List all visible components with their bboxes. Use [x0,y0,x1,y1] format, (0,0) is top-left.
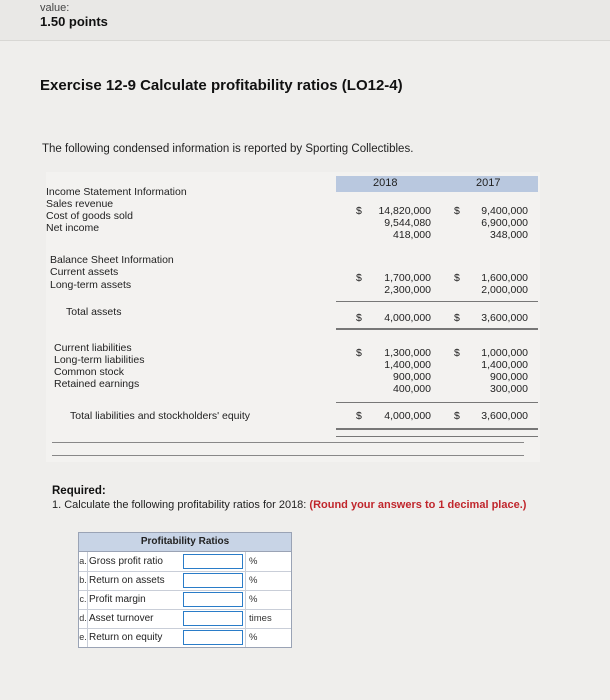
dollar-sign: $ [356,347,362,359]
rounding-note: (Round your answers to 1 decimal place.) [309,499,527,511]
ratio-row-return-on-assets [79,571,291,591]
total-liabilities-equity-2018: 4,000,000 [384,410,431,422]
ratio-row-profit-margin [79,590,291,610]
year-header-bar [336,176,538,192]
cogs-2017: 6,900,000 [481,217,528,229]
ratios-header: Profitability Ratios [79,533,291,552]
intro-text: The following condensed information is reported by Sporting Collectibles. [42,143,414,155]
row-letter: b. [79,571,88,590]
dollar-sign: $ [454,312,460,324]
sales-2018: 14,820,000 [378,205,431,217]
value-label: value: [40,2,70,14]
long-term-assets-label: Long-term assets [50,279,132,291]
row-unit: % [249,575,258,586]
profit-margin-input[interactable] [183,592,243,607]
long-term-liabilities-2017: 1,400,000 [481,359,528,371]
row-letter: c. [79,590,88,609]
row-label: Return on assets [89,575,165,586]
cogs-2018: 9,544,080 [384,217,431,229]
row-letter: d. [79,609,88,628]
row-unit: % [249,594,258,605]
total-liabilities-equity-2017: 3,600,000 [481,410,528,422]
ratio-row-return-on-equity [79,628,291,647]
profitability-ratios-table [78,532,292,648]
instruction-text: 1. Calculate the following profitability ratios for 2018: [52,499,307,511]
net-income-label: Net income [46,222,100,234]
total-assets-2018: 4,000,000 [384,312,431,324]
dollar-sign: $ [454,272,460,284]
subtotal-rule [336,301,538,302]
cell-divider [245,590,246,609]
dollar-sign: $ [454,347,460,359]
row-letter: e. [79,628,88,647]
section-divider [52,442,524,443]
year-2018-header: 2018 [373,177,398,189]
row-label: Profit margin [89,594,146,605]
dollar-sign: $ [356,312,362,324]
required-instruction [52,499,526,511]
row-unit: times [249,613,272,624]
asset-turnover-input[interactable] [183,611,243,626]
current-assets-label: Current assets [50,266,119,278]
total-assets-label: Total assets [66,306,122,318]
cell-divider [245,571,246,590]
subtotal-rule [336,402,538,403]
net-income-2018: 418,000 [393,229,431,241]
row-label: Gross profit ratio [89,556,163,567]
retained-earnings-2017: 300,000 [490,383,528,395]
income-statement-heading: Income Statement Information [46,186,187,198]
total-double-rule [336,428,538,430]
total-double-rule [336,436,538,437]
current-assets-2018: 1,700,000 [384,272,431,284]
row-unit: % [249,556,258,567]
balance-sheet-heading: Balance Sheet Information [50,254,174,266]
total-double-rule [336,328,538,330]
long-term-liabilities-label: Long-term liabilities [54,354,145,366]
dollar-sign: $ [356,205,362,217]
cell-divider [245,552,246,571]
current-liabilities-label: Current liabilities [54,342,132,354]
sales-2017: 9,400,000 [481,205,528,217]
dollar-sign: $ [454,205,460,217]
current-liabilities-2017: 1,000,000 [481,347,528,359]
net-income-2017: 348,000 [490,229,528,241]
cell-divider [245,628,246,647]
total-assets-2017: 3,600,000 [481,312,528,324]
dollar-sign: $ [356,272,362,284]
row-letter: a. [79,552,88,571]
total-liabilities-equity-label: Total liabilities and stockholders' equity [70,410,251,422]
return-on-assets-input[interactable] [183,573,243,588]
exercise-title: Exercise 12-9 Calculate profitability ratios (LO12-4) [40,77,403,94]
current-assets-2017: 1,600,000 [481,272,528,284]
current-liabilities-2018: 1,300,000 [384,347,431,359]
dollar-sign: $ [356,410,362,422]
retained-earnings-label: Retained earnings [54,378,140,390]
cogs-label: Cost of goods sold [46,210,133,222]
row-label: Return on equity [89,632,163,643]
retained-earnings-2018: 400,000 [393,383,431,395]
common-stock-label: Common stock [54,366,125,378]
common-stock-2017: 900,000 [490,371,528,383]
points-value: 1.50 points [40,14,108,29]
ratio-row-asset-turnover [79,609,291,629]
dollar-sign: $ [454,410,460,422]
gross-profit-ratio-input[interactable] [183,554,243,569]
common-stock-2018: 900,000 [393,371,431,383]
required-heading: Required: [52,485,106,497]
long-term-liabilities-2018: 1,400,000 [384,359,431,371]
long-term-assets-2017: 2,000,000 [481,284,528,296]
row-unit: % [249,632,258,643]
sales-revenue-label: Sales revenue [46,198,114,210]
section-divider [52,455,524,456]
cell-divider [245,609,246,628]
long-term-assets-2018: 2,300,000 [384,284,431,296]
row-label: Asset turnover [89,613,154,624]
return-on-equity-input[interactable] [183,630,243,645]
ratio-row-gross-profit [79,552,291,572]
financial-statement-table [46,172,540,462]
top-bar [0,0,610,41]
year-2017-header: 2017 [476,177,501,189]
